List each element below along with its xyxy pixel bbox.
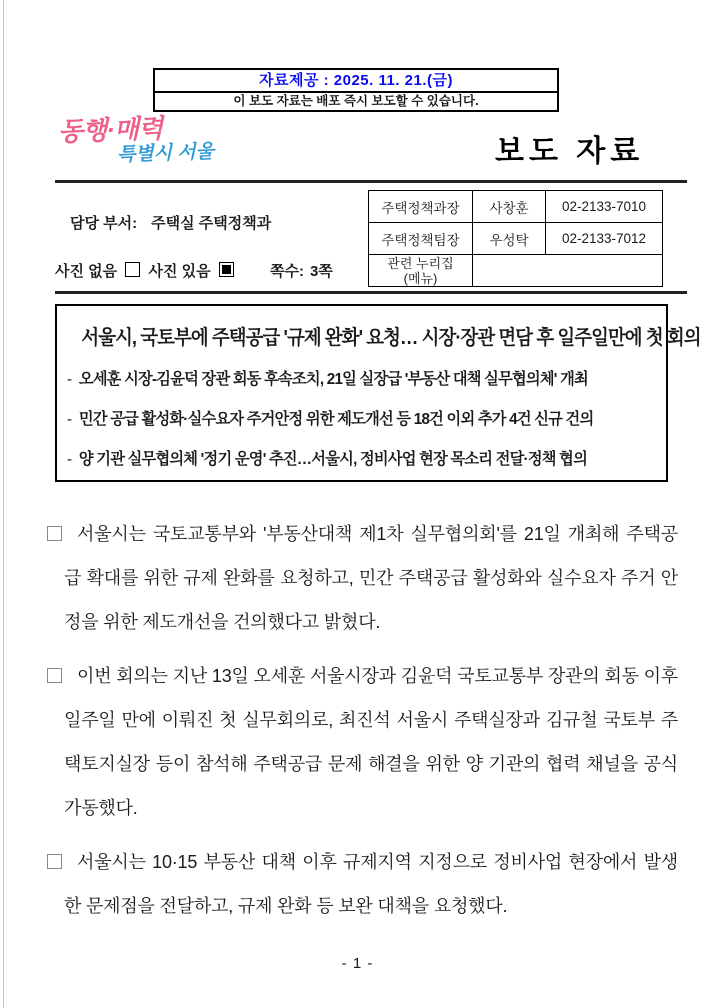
headline-bullets — [57, 360, 666, 480]
divider-bottom — [55, 291, 687, 294]
page-edge-line — [3, 0, 4, 1008]
logo-slogan-text: 동행·매력 — [57, 112, 163, 147]
headline-box — [55, 304, 701, 482]
website-value — [473, 255, 663, 287]
contact-role: 주택정책팀장 — [369, 223, 473, 255]
paragraph-checkbox-icon — [47, 668, 62, 683]
body-text — [45, 512, 678, 938]
bullet-dash: - — [67, 411, 72, 428]
photo-pages-line — [55, 260, 333, 281]
page-number: - 1 - — [341, 955, 374, 972]
contact-name: 사창훈 — [473, 191, 546, 223]
pages-label: 쪽수: — [269, 263, 304, 280]
department-label: 담당 부서: — [70, 215, 138, 232]
body-paragraph: 서울시는 10·15 부동산 대책 이후 규제지역 지정으로 정비사업 현장에서 발생한 문제점을 전달하고, 규제 완화 등 보완 대책을 요청했다. — [45, 840, 678, 928]
release-info-box — [153, 68, 559, 112]
body-paragraph: 이번 회의는 지난 13일 오세훈 서울시장과 김윤덕 국토교통부 장관의 회동 이후 일주일 만에 이뤄진 첫 실무회의로, 최진석 서울시 주택실장과 김규철 국토부 주택토지실장 등이 참석해 주택공급 문제 해결을 위한 양 기관의 협력 채널을 공식 가동했다. — [45, 654, 678, 830]
bullet-dash: - — [67, 371, 72, 388]
headline-bullet: - 오세훈 시장-김윤덕 장관 회동 후속조치, 21일 실장급 '부동산 대책 실무협의체' 개최 — [67, 371, 588, 388]
paragraph-checkbox-icon — [47, 854, 62, 869]
website-label: 관련 누리집 (메뉴) — [369, 255, 473, 287]
pages-value: 3쪽 — [309, 263, 333, 280]
paragraph-checkbox-icon — [47, 526, 62, 541]
photo-no-label: 사진 없음 — [55, 263, 118, 280]
department-value: 주택실 주택정책과 — [151, 215, 272, 232]
department-line — [70, 212, 271, 233]
table-row — [369, 255, 663, 287]
contact-phone: 02-2133-7010 — [546, 191, 663, 223]
table-row — [369, 223, 663, 255]
headline-title: 서울시, 국토부에 주택공급 '규제 완화' 요청… 시장·장관 면담 후 일주일만에 첫 회의 — [81, 327, 701, 349]
photo-no-checkbox-icon — [125, 262, 140, 277]
photo-yes-label: 사진 있음 — [148, 263, 211, 280]
contact-table — [368, 190, 663, 287]
document-title: 보도 자료 — [495, 135, 645, 168]
bullet-dash: - — [67, 451, 72, 468]
contact-name: 우성탁 — [473, 223, 546, 255]
table-row — [369, 191, 663, 223]
seoul-city-logo — [57, 112, 215, 166]
release-notice: 이 보도 자료는 배포 즉시 보도할 수 있습니다. — [233, 94, 479, 108]
body-paragraph: 서울시는 국토교통부와 '부동산대책 제1차 실무협의회'를 21일 개최해 주택공급 확대를 위한 규제 완화를 요청하고, 민간 주택공급 활성화와 실수요자 주거 안정을 위한 제도개선을 건의했다고 밝혔다. — [45, 512, 678, 644]
headline-bullet: - 민간 공급 활성화·실수요자 주거안정 위한 제도개선 등 18건 이외 추가 4건 신규 건의 — [67, 411, 594, 428]
contact-phone: 02-2133-7012 — [546, 223, 663, 255]
contact-role: 주택정책과장 — [369, 191, 473, 223]
release-date: 자료제공 : 2025. 11. 21.(금) — [155, 70, 557, 93]
headline-bullet: - 양 기관 실무협의체 '정기 운영' 추진…서울시, 정비사업 현장 목소리 전달·정책 협의 — [67, 451, 588, 468]
logo-city-text: 특별시 서울 — [116, 141, 215, 166]
divider-top — [55, 180, 687, 183]
photo-yes-checkbox-icon — [219, 262, 234, 277]
